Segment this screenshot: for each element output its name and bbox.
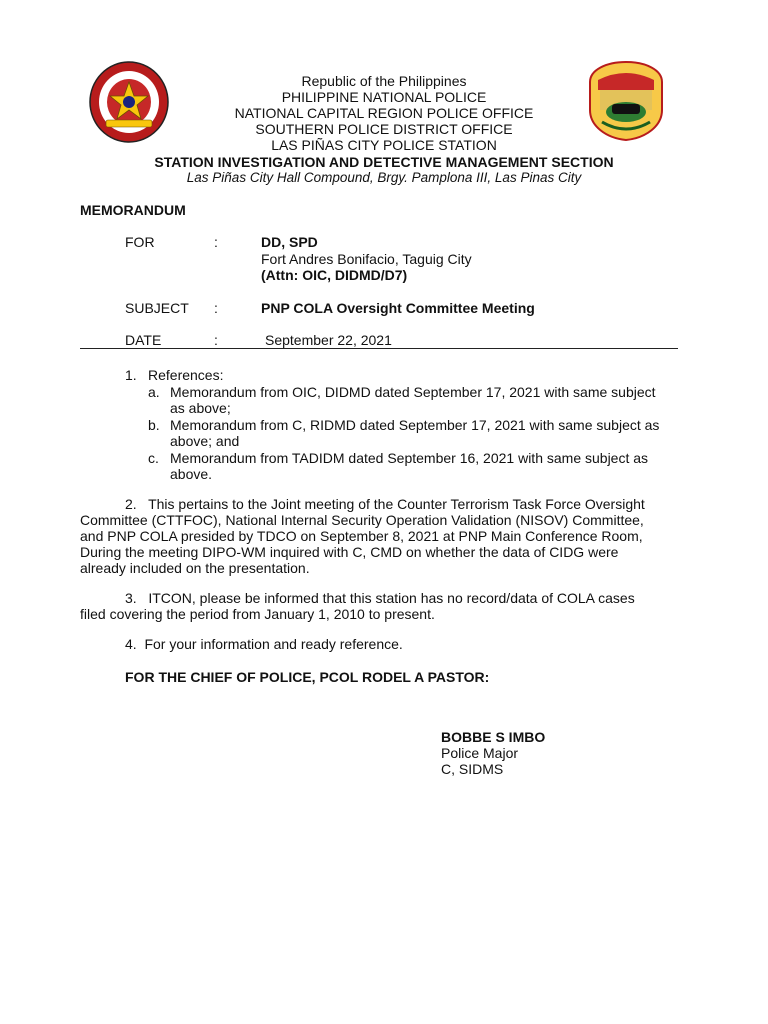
- ref-c-letter: c.: [148, 450, 159, 466]
- ref-b-line1: Memorandum from C, RIDMD dated September 17, 2021 with same subject as: [170, 417, 660, 433]
- header-address: Las Piñas City Hall Compound, Brgy. Pamplona III, Las Pinas City: [186, 170, 582, 185]
- header-pnp: PHILIPPINE NATIONAL POLICE: [281, 89, 487, 105]
- header-station: LAS PIÑAS CITY POLICE STATION: [271, 137, 497, 153]
- signatory-position: C, SIDMS: [441, 761, 504, 777]
- ref-a-line1: Memorandum from OIC, DIDMD dated September 17, 2021 with same subject: [170, 384, 656, 400]
- para3-line1: 3. ITCON, please be informed that this station has no record/data of COLA cases: [125, 590, 635, 606]
- ref-a-line2: as above;: [170, 400, 231, 416]
- para1-number: 1.: [125, 367, 137, 383]
- header-divider: [80, 348, 678, 349]
- para2-line3: and PNP COLA presided by TDCO on September 8, 2021 at PNP Main Conference Room,: [80, 528, 643, 544]
- subject-label: SUBJECT: [125, 300, 189, 316]
- para2-line2: Committee (CTTFOC), National Internal Security Operation Validation (NISOV) Committee,: [80, 512, 644, 528]
- subject-value: PNP COLA Oversight Committee Meeting: [261, 300, 535, 316]
- memo-title: MEMORANDUM: [80, 202, 186, 218]
- ref-c-line2: above.: [170, 466, 213, 482]
- ref-b-letter: b.: [148, 417, 160, 433]
- para3-line2: filed covering the period from January 1, 2010 to present.: [80, 606, 435, 622]
- para2-line5: already included on the presentation.: [80, 560, 310, 576]
- header-republic: Republic of the Philippines: [301, 73, 467, 89]
- signatory-name: BOBBE S IMBO: [441, 729, 546, 745]
- header-spdo: SOUTHERN POLICE DISTRICT OFFICE: [255, 121, 513, 137]
- subject-colon: :: [214, 300, 218, 316]
- for-recipient: DD, SPD: [261, 234, 318, 250]
- para2-line4: During the meeting DIPO-WM inquired with C, CMD on whether the data of CIDG were: [80, 544, 619, 560]
- date-value: September 22, 2021: [265, 332, 392, 348]
- header-section: STATION INVESTIGATION AND DETECTIVE MANAGEMENT SECTION: [154, 154, 614, 170]
- for-chief-of-police: FOR THE CHIEF OF POLICE, PCOL RODEL A PASTOR:: [125, 669, 490, 685]
- ref-c-line1: Memorandum from TADIDM dated September 16, 2021 with same subject as: [170, 450, 649, 466]
- for-label: FOR: [125, 234, 155, 250]
- para2-line1: 2. This pertains to the Joint meeting of the Counter Terrorism Task Force Oversight: [125, 496, 645, 512]
- ref-a-letter: a.: [148, 384, 160, 400]
- for-colon: :: [214, 234, 218, 250]
- date-label: DATE: [125, 332, 162, 348]
- para4-text: 4. For your information and ready reference.: [125, 636, 403, 652]
- para1-text: References:: [148, 367, 224, 383]
- for-address: Fort Andres Bonifacio, Taguig City: [261, 251, 472, 267]
- ref-b-line2: above; and: [170, 433, 240, 449]
- header-ncrpo: NATIONAL CAPITAL REGION POLICE OFFICE: [234, 105, 534, 121]
- date-colon: :: [214, 332, 218, 348]
- for-attention: (Attn: OIC, DIDMD/D7): [261, 267, 408, 283]
- signatory-rank: Police Major: [441, 745, 519, 761]
